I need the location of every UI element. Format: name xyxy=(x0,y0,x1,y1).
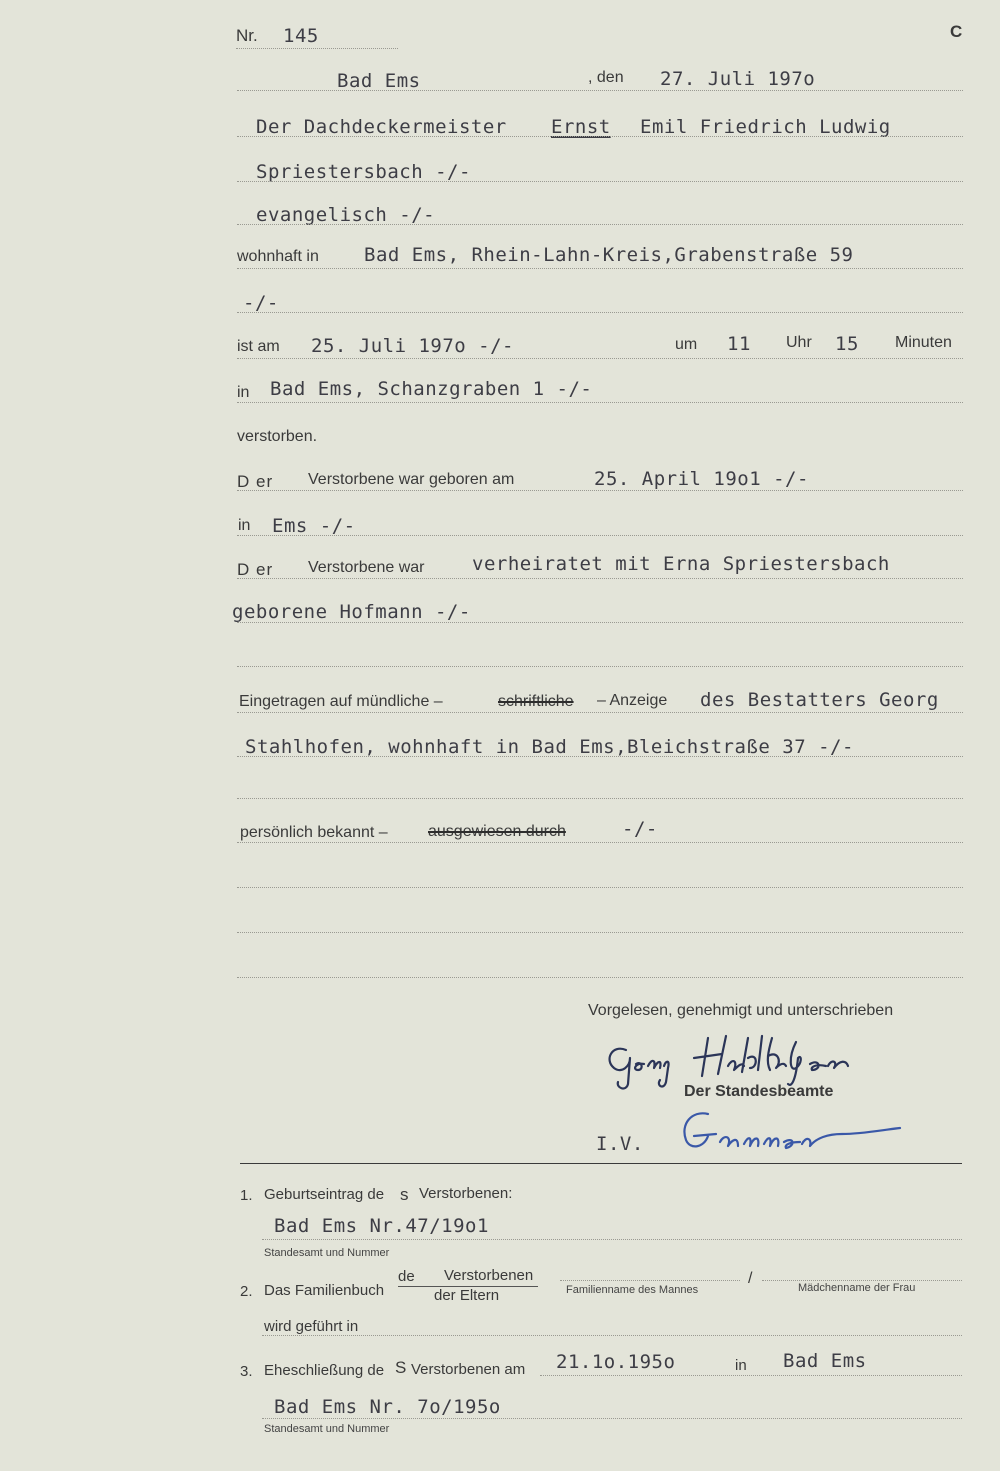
minuten-label: Minuten xyxy=(895,334,952,351)
registrar-signature xyxy=(672,1106,912,1162)
spouse-maiden-name: geborene Hofmann -/- xyxy=(232,601,471,623)
death-place-label: in xyxy=(237,384,250,401)
note-2-number: 2. xyxy=(240,1283,253,1300)
note-3-label: Eheschließung de xyxy=(264,1362,385,1379)
birth-place-label: in xyxy=(238,517,251,534)
note-3-place: Bad Ems xyxy=(783,1350,867,1372)
corner-letter: C xyxy=(950,22,963,41)
note-1-label-2: Verstorbenen: xyxy=(419,1185,513,1202)
iv-label: I.V. xyxy=(596,1133,644,1155)
dotted-line xyxy=(237,887,963,888)
identity-value: -/- xyxy=(622,818,658,840)
note-3-number: 3. xyxy=(240,1363,253,1380)
informant: des Bestatters Georg xyxy=(700,689,939,711)
marital-label: Verstorbene war xyxy=(308,559,425,576)
dotted-line xyxy=(237,136,963,137)
dotted-line xyxy=(262,1418,962,1419)
record-number: 145 xyxy=(283,25,319,47)
dotted-line xyxy=(762,1280,962,1281)
declarant-surname: Spriestersbach -/- xyxy=(256,161,471,183)
note-3-caption: Standesamt und Nummer xyxy=(264,1423,390,1435)
note-3-value: Bad Ems Nr. 7o/195o xyxy=(274,1396,501,1418)
dotted-line xyxy=(237,268,963,269)
registration-struck: schriftliche xyxy=(498,693,574,710)
uhr-label: Uhr xyxy=(786,334,812,351)
note-1-caption: Standesamt und Nummer xyxy=(264,1247,390,1259)
dotted-line xyxy=(237,578,963,579)
identity-label: persönlich bekannt – xyxy=(240,824,388,841)
identity-struck: ausgewiesen durch xyxy=(428,823,566,840)
note-3-in: in xyxy=(735,1357,747,1374)
dotted-line xyxy=(237,666,963,667)
note-2-mannes: Familienname des Mannes xyxy=(566,1284,699,1296)
dotted-line xyxy=(560,1280,740,1281)
birth-date: 25. April 19o1 -/- xyxy=(594,468,809,490)
note-2-label: Das Familienbuch xyxy=(264,1282,385,1299)
registration-label: Eingetragen auf mündliche – xyxy=(239,693,443,710)
dotted-line xyxy=(237,224,963,225)
dotted-line xyxy=(236,48,398,49)
informant-address: Stahlhofen, wohnhaft in Bad Ems,Bleichstraße 37 -/- xyxy=(245,736,854,758)
note-3-label-2: Verstorbenen am xyxy=(411,1361,526,1378)
note-2-de: de xyxy=(398,1268,415,1285)
dotted-line xyxy=(237,535,963,536)
death-place: Bad Ems, Schanzgraben 1 -/- xyxy=(270,378,593,400)
residence-label: wohnhaft in xyxy=(237,248,319,265)
dotted-line xyxy=(540,1375,962,1376)
note-2-verstorbenen: Verstorbenen xyxy=(444,1267,534,1284)
note-1-value: Bad Ems Nr.47/19o1 xyxy=(274,1215,489,1237)
death-date: 25. Juli 197o -/- xyxy=(311,335,514,357)
dotted-line xyxy=(262,1239,962,1240)
dotted-line xyxy=(237,798,963,799)
note-1-label: Geburtseintrag de xyxy=(264,1186,385,1203)
dotted-line xyxy=(237,932,963,933)
note-3-date: 21.1o.195o xyxy=(556,1351,676,1373)
den-label: , den xyxy=(588,69,624,86)
death-hour: 11 xyxy=(727,333,751,355)
note-3-s: S xyxy=(395,1358,407,1377)
birth-label: Verstorbene war geboren am xyxy=(308,471,515,488)
note-2-slash: / xyxy=(748,1270,753,1287)
note-2-eltern: der Eltern xyxy=(434,1287,500,1304)
dotted-line xyxy=(237,358,963,359)
registration-label-2: – Anzeige xyxy=(597,692,668,709)
der-label: D er xyxy=(237,560,274,579)
residence-continuation: -/- xyxy=(243,292,279,314)
dotted-line xyxy=(237,181,963,182)
declarant-religion: evangelisch -/- xyxy=(256,204,436,226)
note-1-number: 1. xyxy=(240,1187,253,1204)
death-minute: 15 xyxy=(835,333,859,355)
dotted-line xyxy=(262,1335,962,1336)
marital-status: verheiratet mit Erna Spriestersbach xyxy=(472,553,890,575)
birth-place: Ems -/- xyxy=(272,515,356,537)
declarant-callname: Ernst xyxy=(551,116,611,138)
residence-value: Bad Ems, Rhein-Lahn-Kreis,Grabenstraße 59 xyxy=(364,244,854,266)
dotted-line xyxy=(237,312,963,313)
declarant-given-names: Emil Friedrich Ludwig xyxy=(640,116,891,138)
declarant-prefix: Der Dachdeckermeister xyxy=(256,116,507,138)
separator-line xyxy=(240,1163,962,1164)
note-2-frau: Mädchenname der Frau xyxy=(798,1282,916,1294)
verstorben-label: verstorben. xyxy=(237,428,318,445)
record-number-label: Nr. xyxy=(236,26,258,45)
closing-text: Vorgelesen, genehmigt und unterschrieben xyxy=(588,1002,894,1019)
note-1-s: s xyxy=(400,1185,409,1204)
dotted-line xyxy=(237,622,963,623)
death-date-label: ist am xyxy=(237,338,280,355)
note-2-label-2: wird geführt in xyxy=(264,1318,359,1335)
dotted-line xyxy=(237,490,963,491)
dotted-line xyxy=(237,712,963,713)
record-date: 27. Juli 197o xyxy=(660,68,816,90)
dotted-line xyxy=(237,756,963,757)
dotted-line xyxy=(237,90,963,91)
dotted-line xyxy=(237,842,963,843)
registry-place: Bad Ems xyxy=(337,70,421,92)
dotted-line xyxy=(237,977,963,978)
der-label: D er xyxy=(237,472,274,491)
um-label: um xyxy=(675,336,698,353)
registrar-title: Der Standesbeamte xyxy=(684,1083,834,1100)
dotted-line xyxy=(237,402,963,403)
